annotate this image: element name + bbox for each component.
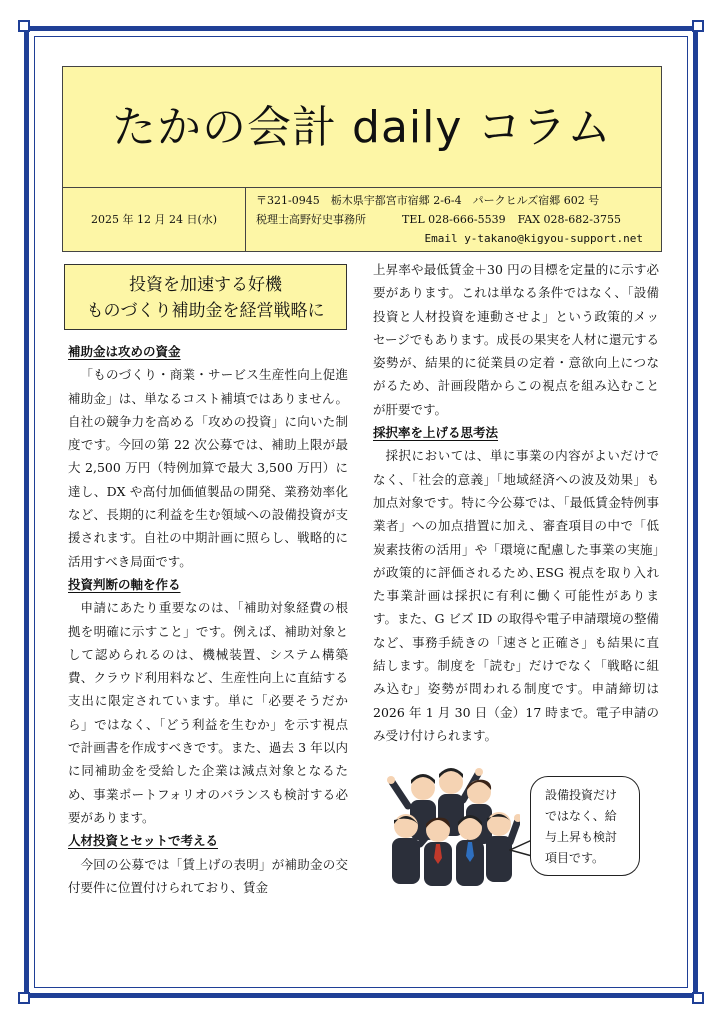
section-heading: 人材投資とセットで考える: [68, 833, 219, 849]
office-fax: FAX 028-682-3755: [517, 213, 621, 226]
bubble-text-line: 与上昇も検討: [545, 830, 618, 844]
office-tel: TEL 028-666-5539: [402, 213, 506, 226]
cheering-staff-illustration: [380, 760, 520, 890]
section-heading: 採択率を上げる思考法: [373, 425, 499, 441]
office-email: Email y-takano@kigyou-support.net: [424, 232, 643, 245]
header-title-row: [63, 67, 661, 188]
article-right-column: [373, 258, 659, 747]
frame-corner-top-left: [18, 20, 30, 32]
headline-line-1: 投資を加速する好機: [129, 275, 282, 295]
section-heading: 投資判断の軸を作る: [68, 576, 181, 592]
frame-corner-top-right: [692, 20, 704, 32]
speech-bubble: [530, 776, 640, 876]
section-paragraph: 採択においては、単に事業の内容がよいだけでなく、「社会的意義」「地域経済への波及効果」も加点対象です。特に今公募では、「最低賃金特例事業者」への加点措置に加え、審査項目の中で「低炭素技術の活用」や「環境に配慮した事業の実施」が政策的に評価されるため､ESG 視点を取り入れた事業計画は採択に有利に働く可能性があります。また、G ビズ ID の取得や電子申請環境の整備など、事務手続きの「速さと正確さ」も結果に直結します。制度を「読む」だけでなく「戦略に組み込む」姿勢が問われる制度です。申請締切は 2026 年 1 月 30 日（金）17 時まで。電子申請のみ受け付けられます。: [373, 448, 659, 743]
bubble-text-line: ではなく、給: [545, 809, 617, 823]
section-paragraph: 申請にあたり重要なのは、「補助対象経費の根拠を明確に示すこと」です。例えば、補助対象として認められるのは、機械装置、システム構築費、クラウド利用料など、生産性向上に直結する支出に限定されています。単に「必要そうだから」ではなく、「どう利益を生むか」を示す視点で計画書を作成すべきです。また、過去 3 年以内に同補助金を受給した企業は減点対象となるため、事業ポートフォリオのバランスも検討する必要があります。: [68, 600, 348, 825]
bubble-text-line: 項目です。: [545, 851, 605, 865]
person-figure: [456, 815, 484, 886]
office-contact-line: [256, 210, 661, 229]
office-info: [246, 188, 661, 251]
section-paragraph-continued: 上昇率や最低賃金＋30 円の目標を定量的に示す必要があります。これは単なる条件ではなく、「設備投資と人材投資を連動させよ」という政策的メッセージでもあります。成長の果実を人材に還元する姿勢が、結果的に従業員の定着・意欲向上につながるため、計画段階からこの視点を組み込むことが肝要です。: [373, 262, 659, 417]
person-figure: [424, 818, 452, 886]
article-left-column: [68, 340, 348, 899]
office-name: 税理士高野好史事務所: [256, 213, 366, 226]
newsletter-header: [62, 66, 662, 252]
newsletter-title: たかの会計 daily コラム: [112, 102, 612, 153]
bubble-text-line: 設備投資だけ: [545, 788, 618, 802]
article-headline: [64, 264, 347, 330]
headline-line-2: ものづくり補助金を経営戦略に: [86, 301, 325, 321]
section-paragraph: 「ものづくり・商業・サービス生産性向上促進補助金」は、単なるコスト補填ではありません。自社の競争力を高める「攻めの投資」に向いた制度です。今回の第 22 次公募では、補助上限が最大 2,500 万円（特例加算で最大 3,500 万円）に達し、DX や高付加価値製品の開発、業務効率化など、長期的に利益を生む領域への設備投資が支援されます。自社の中期計画に照らし、戦略的に活用すべき局面です。: [68, 367, 348, 569]
person-figure: [387, 776, 408, 806]
issue-date: 2025 年 12 月 24 日(水): [63, 188, 246, 251]
section-paragraph: 今回の公募では「賃上げの表明」が補助金の交付要件に位置付けられており、賃金: [68, 856, 348, 895]
office-address: 〒321-0945 栃木県宇都宮市宿郷 2-6-4 パークヒルズ宿郷 602 号: [256, 194, 600, 207]
frame-corner-bottom-left: [18, 992, 30, 1004]
frame-corner-bottom-right: [692, 992, 704, 1004]
section-heading: 補助金は攻めの資金: [68, 344, 181, 359]
